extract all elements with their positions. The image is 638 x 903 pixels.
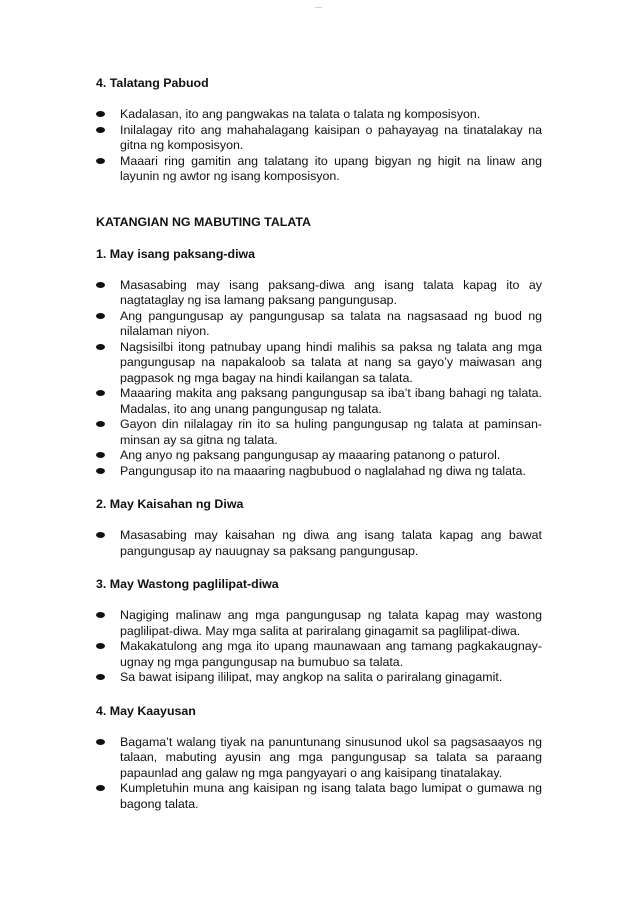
page-marker: — <box>315 4 323 11</box>
bullet-icon <box>96 468 105 474</box>
list-item <box>96 123 542 154</box>
bullet-icon <box>96 532 105 538</box>
list-item-text: Bagama’t walang tiyak na panuntunang sinusunod ukol sa pagsasaayos ng talaan, mabuting ayusin ang mga pangungusap sa talata sa paraang papaunlad ang galaw ng mga pangyayari o ang kaisipang tinatalakay. <box>120 734 542 780</box>
list-item-text: Nagiging malinaw ang mga pangungusap ng talata kapag may wastong paglilipat-diwa. May mga salita at pariralang ginagamit sa paglilipat-diwa. <box>120 608 542 638</box>
list-item-text: Ang anyo ng paksang pangungusap ay maaaring patanong o paturol. <box>120 448 501 462</box>
bullet-icon <box>96 612 105 618</box>
list-item-text: Kumpletuhin muna ang kaisipan ng isang talata bago lumipat o gumawa ng bagong talata. <box>120 781 542 811</box>
section-heading: 2. May Kaisahan ng Diwa <box>96 497 244 511</box>
list-item-text: Kadalasan, ito ang pangwakas na talata o talata ng komposisyon. <box>120 107 481 121</box>
bullet-list <box>96 735 542 813</box>
section-paglilipat-diwa <box>96 577 542 686</box>
list-item <box>96 781 542 812</box>
list-item-text: Maaaring makita ang paksang pangungusap sa iba’t ibang bahagi ng talata. Madalas, ito ang unang pangungusap ng talata. <box>120 386 542 416</box>
bullet-icon <box>96 282 105 288</box>
section-heading: KATANGIAN NG MABUTING TALATA <box>96 214 311 229</box>
bullet-icon <box>96 421 105 427</box>
list-item-text: Inilalagay rito ang mahahalagang kaisipan o pahayayag na tinatalakay na gitna ng komposisyon. <box>120 122 542 152</box>
list-item <box>96 417 542 448</box>
list-item-text: Masasabing may kaisahan ng diwa ang isang talata kapag ang bawat pangungusap ay nauugnay sa paksang pangungusap. <box>120 528 542 558</box>
list-item-text: Pangungusap ito na maaaring nagbubuod o naglalahad ng diwa ng talata. <box>120 463 526 478</box>
bullet-icon <box>96 390 105 396</box>
list-item <box>96 107 542 123</box>
list-item-text: Makakatulong ang mga ito upang maunawaan ang tamang pagkakaugnay-ugnay ng mga pangungusap na bumubuo sa talata. <box>120 639 542 669</box>
section-katangian <box>96 215 542 230</box>
section-kaayusan <box>96 704 542 813</box>
bullet-list <box>96 608 542 686</box>
list-item <box>96 309 542 340</box>
list-item <box>96 735 542 782</box>
bullet-icon <box>96 452 105 458</box>
section-kaisahan-ng-diwa <box>96 497 542 559</box>
list-item <box>96 528 542 559</box>
bullet-list <box>96 278 542 480</box>
list-item <box>96 670 542 686</box>
list-item <box>96 340 542 387</box>
section-heading: 3. May Wastong paglilipat-diwa <box>96 577 279 591</box>
bullet-icon <box>96 158 105 164</box>
bullet-icon <box>96 739 105 745</box>
section-heading: 4. May Kaayusan <box>96 703 196 718</box>
list-item-text: Maaari ring gamitin ang talatang ito upang bigyan ng higit na linaw ang layunin ng awtor ng isang komposisyon. <box>120 153 542 183</box>
bullet-list <box>96 107 542 185</box>
list-item-text: Sa bawat isipang ililipat, may angkop na salita o pariralang ginagamit. <box>120 670 503 684</box>
section-heading: 1. May isang paksang-diwa <box>96 246 256 261</box>
list-item <box>96 464 542 480</box>
list-item-text: Masasabing may isang paksang-diwa ang isang talata kapag ito ay nagtataglay ng isa lamang paksang pangungusap. <box>120 277 542 307</box>
bullet-icon <box>96 643 105 649</box>
list-item <box>96 608 542 639</box>
list-item-text: Nagsisilbi itong patnubay upang hindi malihis sa paksa ng talata ang mga pangungusap na napakaloob sa talata at nang sa gayo’y maiwasan ang pagpasok ng mga bagay na hindi kailangan sa talata. <box>120 339 542 385</box>
bullet-icon <box>96 785 105 791</box>
section-talatang-pabuod <box>96 76 542 185</box>
list-item-text: Ang pangungusap ay pangungusap sa talata na nagsasaad ng buod ng nilalaman niyon. <box>120 308 542 338</box>
bullet-icon <box>96 674 105 680</box>
bullet-list <box>96 528 542 559</box>
bullet-icon <box>96 313 105 319</box>
document-body <box>96 76 542 812</box>
list-item <box>96 448 542 464</box>
bullet-icon <box>96 344 105 350</box>
list-item <box>96 386 542 417</box>
section-heading: 4. Talatang Pabuod <box>96 76 209 90</box>
list-item <box>96 278 542 309</box>
list-item <box>96 154 542 185</box>
bullet-icon <box>96 111 105 117</box>
list-item <box>96 639 542 670</box>
list-item-text: Gayon din nilalagay rin ito sa huling pangungusap ng talata at paminsan-minsan ay sa gitna ng talata. <box>120 417 542 447</box>
section-paksang-diwa <box>96 247 542 480</box>
bullet-icon <box>96 127 105 133</box>
